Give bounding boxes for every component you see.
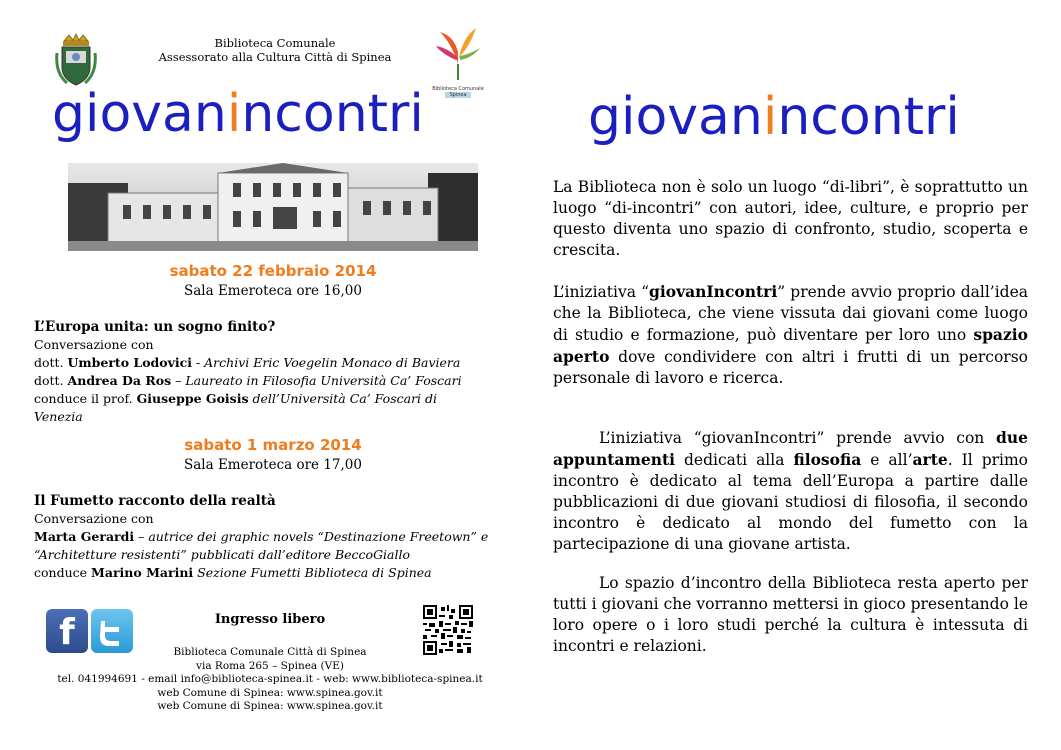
footer-web-1: web Comune di Spinea: www.spinea.gov.it [157, 686, 383, 699]
event1-date: sabato 22 febbraio 2014 [169, 262, 377, 280]
event2-moderator: conduce Marino Marini Sezione Fumetti Biblioteca di Spinea [34, 565, 432, 580]
logo-text-2: Spinea [445, 92, 471, 98]
header-line-2: Assessorato alla Cultura Città di Spinea [158, 50, 392, 64]
event2-topic: Il Fumetto racconto della realtà [34, 493, 276, 509]
footer-web-2: web Comune di Spinea: www.spinea.gov.it [157, 700, 383, 712]
facebook-icon[interactable]: f [46, 609, 88, 653]
event1-place: Sala Emeroteca ore 16,00 [183, 283, 362, 299]
event1-speaker-1: dott. Umberto Lodovici - Archivi Eric Voegelin Monaco di Baviera [34, 355, 461, 370]
logo-text-1: Biblioteca Comunale [432, 86, 484, 92]
event1-speaker-2: dott. Andrea Da Ros – Laureato in Filosofia Università Ca’ Foscari [34, 373, 462, 388]
header-line-1: Biblioteca Comunale [214, 36, 336, 50]
library-flower-logo [432, 24, 484, 98]
right-title: giovanincontri [588, 87, 960, 147]
event2-place: Sala Emeroteca ore 17,00 [183, 457, 362, 473]
footer-address [40, 646, 500, 714]
event1-intro: Conversazione con [34, 337, 154, 352]
right-paragraph-1: La Biblioteca non è solo un luogo “di-libri”, è soprattutto un luogo “di-incontri” con autori, idee, culture, e proprio per questo diventa uno spazio di confronto, studio, scoperta e crescita. [553, 178, 1028, 259]
coat-of-arms-logo [55, 33, 97, 89]
footer-contacts: tel. 041994691 - email info@biblioteca-spinea.it - web: www.biblioteca-spinea.it [57, 673, 483, 685]
event1-topic: L’Europa unita: un sogno finito? [34, 319, 276, 335]
event2-block [34, 492, 504, 582]
event2-intro: Conversazione con [34, 511, 154, 526]
footer-addr-2: via Roma 265 – Spinea (VE) [196, 659, 344, 672]
free-entry-label: Ingresso libero [214, 612, 326, 627]
right-paragraph-4: Lo spazio d’incontro della Biblioteca resta aperto per tutti i giovani che vorranno mettersi in gioco presentando le loro opere o i loro studi perché la cultura è intessuta di incontri e relazioni. [553, 574, 1028, 655]
event1-moderator: conduce il prof. Giuseppe Goisis dell’Università Ca’ Foscari di Venezia [34, 391, 438, 424]
footer-addr-1: Biblioteca Comunale Città di Spinea [173, 646, 367, 658]
event2-date: sabato 1 marzo 2014 [184, 436, 362, 454]
right-paragraph-2: L’iniziativa “giovanIncontri” prende avvio proprio dall’idea che la Biblioteca, che viene vissuta dai giovani come luogo di studio e formazione, può diventare per loro uno spazio aperto dove condividere con altri i frutti di un percorso personale di lavoro e ricerca. [553, 282, 1028, 387]
villa-photo [68, 163, 478, 251]
left-title: giovanincontri [52, 84, 424, 144]
right-paragraph-3: L’iniziativa “giovanIncontri” prende avvio con due appuntamenti dedicati alla filosofia e all’arte. Il primo incontro è dedicato al tema dell’Europa a partire dalle pubblicazioni di due giovani studiosi di filosofia, il secondo incontro è dedicato al mondo del fumetto con la partecipazione di una giovane artista. [553, 428, 1029, 553]
event2-speaker: Marta Gerardi – autrice dei graphic novels “Destinazione Freetown” e “Architetture resistenti” pubblicati dall’editore BeccoGiallo [34, 529, 489, 562]
event1-block [34, 318, 494, 426]
